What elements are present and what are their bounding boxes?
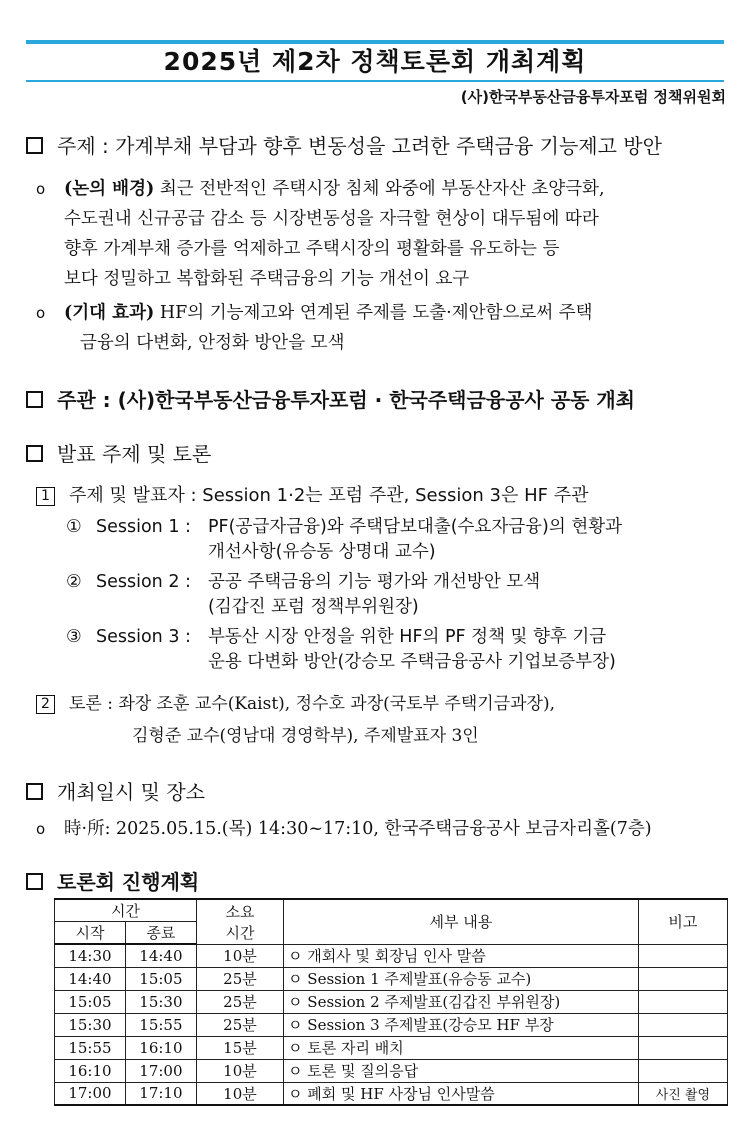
cell-start: 17:00 [55,1082,126,1105]
session-presenter: 개선사항(유승동 상명대 교수) [208,542,436,562]
background-line [36,174,730,204]
discussion-line: 토론 : 좌장 조훈 교수(Kaist), 정수호 과장(국토부 주택기금과장), [69,694,556,714]
background-line-text: 최근 전반적인 주택시장 침체 와중에 부동산자산 초양극화, [159,179,605,199]
presenters-item [36,481,588,507]
session-1 [66,515,622,565]
table-row [55,967,728,990]
session-label: Session 3 : [96,627,191,647]
datetime-paragraph [36,814,730,844]
circled-number: ① [66,517,82,537]
cell-duration: 10분 [196,1059,283,1082]
table-row [55,1082,728,1105]
cell-duration: 15분 [196,1036,283,1059]
cell-end: 15:30 [125,990,196,1013]
presentation-heading [26,438,211,467]
cell-detail: ㅇ 개회사 및 회장님 인사 말씀 [284,944,639,967]
cell-detail: ㅇ Session 2 주제발표(김갑진 부위원장) [284,990,639,1013]
title-banner [26,40,724,82]
cell-start: 15:30 [55,1013,126,1036]
header-note: 비고 [638,899,727,944]
cell-duration: 10분 [196,944,283,967]
effect-line-text: HF의 기능제고와 연계된 주제를 도출·제안함으로써 주택 [159,303,593,323]
cell-note: 사진 촬영 [638,1082,727,1105]
cell-duration: 25분 [196,967,283,990]
organizer-label: (사)한국부동산금융투자포럼 정책위원회 [460,88,726,106]
session-title: 부동산 시장 안정을 위한 HF의 PF 정책 및 향후 기금 [208,627,607,647]
background-line: 보다 정밀하고 복합화된 주택금융의 기능 개선이 요구 [64,269,470,289]
datetime-heading-text: 개최일시 및 장소 [57,780,205,804]
square-bullet-icon [26,391,43,408]
cell-end: 17:10 [125,1082,196,1105]
page-title: 2025년 제2차 정책토론회 개최계획 [163,47,587,76]
host-heading [26,384,635,413]
cell-detail: ㅇ 토론 자리 배치 [284,1036,639,1059]
session-2 [66,570,540,620]
cell-end: 14:40 [125,944,196,967]
cell-note [638,990,727,1013]
cell-duration: 10분 [196,1082,283,1105]
schedule-table [54,898,728,1106]
session-3 [66,625,616,675]
cell-detail: ㅇ Session 1 주제발표(유승동 교수) [284,967,639,990]
square-bullet-icon [26,783,43,800]
datetime-detail: 時·所: 2025.05.15.(목) 14:30~17:10, 한국주택금융공사 보금자리홀(7층) [64,819,652,839]
header-duration-1: 소요 [225,902,255,921]
host-heading-text: 주관 : (사)한국부동산금융투자포럼 · 한국주택금융공사 공동 개최 [57,388,635,412]
header-duration [196,899,283,944]
square-bullet-icon [26,445,43,462]
datetime-heading [26,776,205,805]
cell-start: 14:30 [55,944,126,967]
cell-end: 17:00 [125,1059,196,1082]
session-presenter: 운용 다변화 방안(강승모 주택금융공사 기업보증부장) [208,652,616,672]
cell-end: 15:05 [125,967,196,990]
header-start: 시작 [55,922,126,945]
topic-heading-text: 주제 : 가계부채 부담과 향후 변동성을 고려한 주택금융 기능제고 방안 [57,134,662,158]
cell-note [638,967,727,990]
circled-number: ② [66,572,82,592]
cell-note [638,1059,727,1082]
cell-start: 15:55 [55,1036,126,1059]
cell-start: 16:10 [55,1059,126,1082]
circle-bullet-icon: o [36,304,46,322]
session-presenter: (김갑진 포럼 정책부위원장) [208,597,419,617]
header-end: 종료 [125,922,196,945]
table-row [55,1059,728,1082]
session-title: PF(공급자금융)와 주택담보대출(수요자금융)의 현황과 [208,517,623,537]
cell-note [638,1013,727,1036]
presenters-text: 주제 및 발표자 : Session 1·2는 포럼 주관, Session 3은 HF 주관 [69,485,589,506]
cell-duration: 25분 [196,1013,283,1036]
header-time: 시간 [55,899,197,922]
cell-detail: ㅇ Session 3 주제발표(강승모 HF 부장 [284,1013,639,1036]
header-duration-2: 시간 [225,923,255,942]
session-label: Session 2 : [96,572,191,592]
background-paragraph [36,174,730,294]
table-row [55,990,728,1013]
session-label: Session 1 : [96,517,191,537]
boxed-number-2: 2 [36,695,55,714]
schedule-heading [26,866,199,895]
table-row [55,1013,728,1036]
header-detail: 세부 내용 [284,899,639,944]
cell-start: 15:05 [55,990,126,1013]
cell-note [638,1036,727,1059]
circled-number: ③ [66,627,82,647]
effect-paragraph [36,298,730,358]
background-line: 수도권내 신규공급 감소 등 시장변동성을 자극할 현상이 대두됨에 따라 [64,209,599,229]
discussion-item [36,688,555,752]
circle-bullet-icon: o [36,820,46,838]
effect-line [36,298,730,328]
title-rule-bottom [26,80,724,82]
background-line: 향후 가계부채 증가를 억제하고 주택시장의 평활화를 유도하는 등 [64,239,560,259]
cell-start: 14:40 [55,967,126,990]
cell-detail: ㅇ 토론 및 질의응답 [284,1059,639,1082]
cell-detail: ㅇ 폐회 및 HF 사장님 인사말씀 [284,1082,639,1105]
boxed-number-1: 1 [36,487,55,506]
cell-end: 15:55 [125,1013,196,1036]
cell-duration: 25분 [196,990,283,1013]
effect-line: 금융의 다변화, 안정화 방안을 모색 [80,333,345,353]
presentation-heading-text: 발표 주제 및 토론 [57,442,212,466]
cell-end: 16:10 [125,1036,196,1059]
cell-note [638,944,727,967]
circle-bullet-icon: o [36,180,46,198]
effect-label: (기대 효과) [64,303,155,323]
session-title: 공공 주택금융의 기능 평가와 개선방안 모색 [208,572,541,592]
background-label: (논의 배경) [64,179,155,199]
table-row [55,1036,728,1059]
discussion-line: 김형준 교수(영남대 경영학부), 주제발표자 3인 [132,726,479,746]
topic-heading [26,130,662,159]
square-bullet-icon [26,873,43,890]
schedule-heading-text: 토론회 진행계획 [57,870,200,894]
table-row [55,944,728,967]
square-bullet-icon [26,137,43,154]
